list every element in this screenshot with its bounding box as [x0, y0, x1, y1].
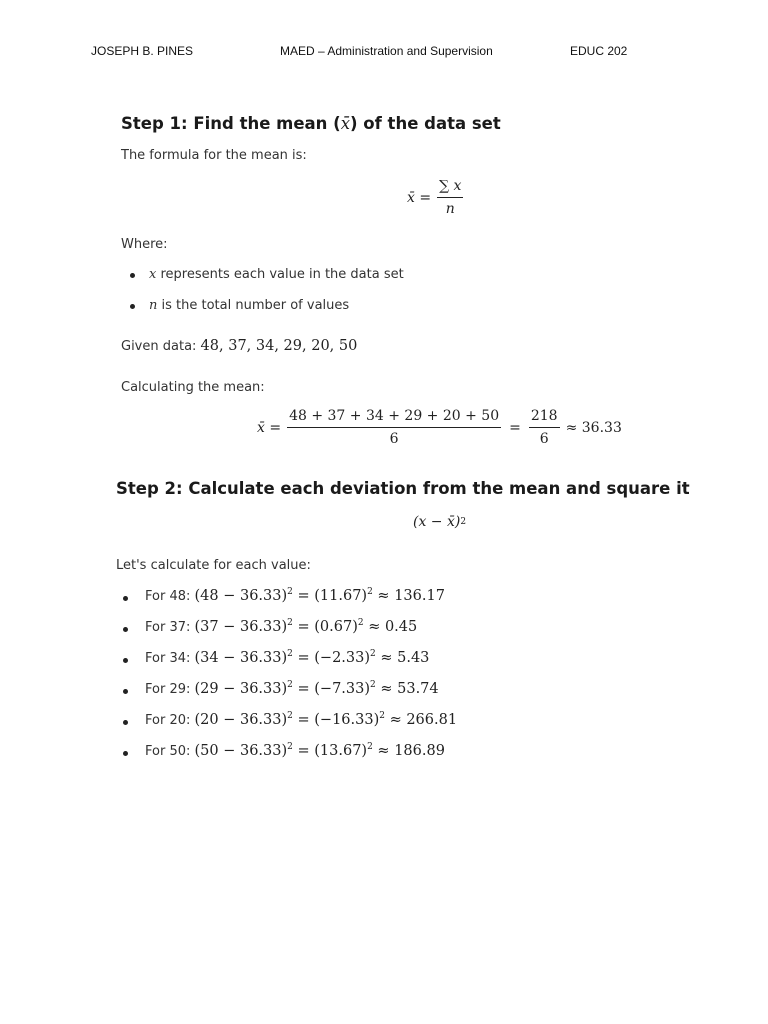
step2-heading: Step 2: Calculate each deviation from the mean and square it [116, 479, 690, 498]
list-item: For 34: $(34 - 36.33)^2 = (-2.33)^2 \approx 5.43$ [145, 649, 430, 666]
header-author: JOSEPH B. PINES [91, 44, 194, 58]
given-data: Given data: 48, 37, 34, 29, 20, 50 [121, 338, 358, 354]
where-label: Where: [121, 237, 168, 252]
definition-n: n is the total number of values [149, 298, 350, 313]
bullet-icon [123, 751, 128, 756]
calc-label: Calculating the mean: [121, 380, 265, 395]
bullet-icon [123, 627, 128, 632]
bullet-icon [123, 658, 128, 663]
list-item: For 48: $(48 - 36.33)^2 = (11.67)^2 \approx 136.17$ [145, 587, 445, 604]
mean-formula: x̄ = $\frac{\sum x}{n}$ [407, 178, 462, 217]
deviation-formula: (x − x̄) 2 [413, 514, 467, 530]
calc-intro: Let's calculate for each value: [116, 558, 311, 573]
header-course: EDUC 202 [570, 44, 628, 58]
header-program: MAED – Administration and Supervision [280, 44, 493, 58]
step1-heading: Step 1: Find the mean (x̄) of the data set [121, 114, 501, 133]
list-item: For 50: $(50 - 36.33)^2 = (13.67)^2 \approx 186.89$ [145, 742, 445, 759]
bullet-icon [123, 596, 128, 601]
bullet-icon [123, 720, 128, 725]
definition-x: x represents each value in the data set [149, 267, 404, 282]
bullet-icon [130, 304, 135, 309]
formula-intro: The formula for the mean is: [121, 148, 307, 163]
list-item: For 20: $(20 - 36.33)^2 = (-16.33)^2 \approx 266.81$ [145, 711, 458, 728]
bullet-icon [123, 689, 128, 694]
list-item: For 29: $(29 - 36.33)^2 = (-7.33)^2 \approx 53.74$ [145, 680, 439, 697]
list-item: For 37: $(37 - 36.33)^2 = (0.67)^2 \approx 0.45$ [145, 618, 418, 635]
mean-calculation: x̄ = $\frac{48 + 37 + 34 + 29 + 20 + 50}{6}$ = $\frac{218}{6}$ ≈ 36.33 [257, 408, 622, 447]
bullet-icon [130, 273, 135, 278]
